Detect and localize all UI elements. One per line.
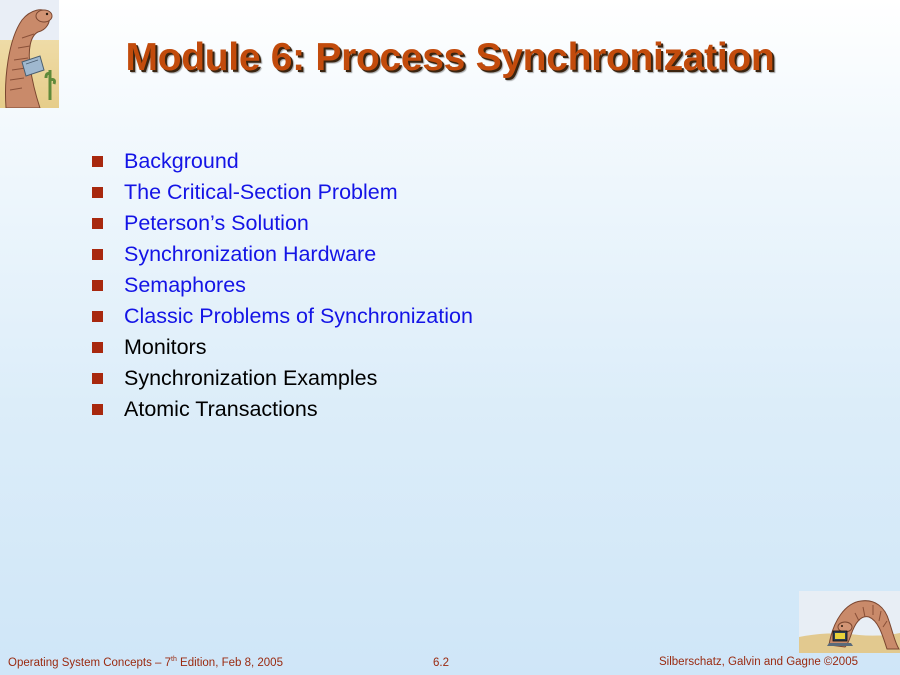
footer-book-title-suffix: Edition, Feb 8, 2005 <box>176 657 283 669</box>
page-number: 6.2 <box>433 657 449 669</box>
square-bullet-icon <box>92 218 103 229</box>
slide-title: Module 6: Process Synchronization <box>125 36 775 79</box>
dinosaur-laptop-icon <box>799 591 900 653</box>
list-item-monitors <box>92 332 473 363</box>
square-bullet-icon <box>92 311 103 322</box>
list-item-petersons-solution[interactable] <box>92 208 473 239</box>
square-bullet-icon <box>92 249 103 260</box>
bullet-text: Synchronization Examples <box>124 366 378 390</box>
bullet-link[interactable]: Classic Problems of Synchronization <box>124 304 473 328</box>
bullet-link[interactable]: Semaphores <box>124 273 246 297</box>
bullet-link[interactable]: Peterson’s Solution <box>124 211 309 235</box>
list-item-critical-section[interactable] <box>92 177 473 208</box>
list-item-semaphores[interactable] <box>92 270 473 301</box>
footer-book-title-prefix: Operating System Concepts – 7 <box>8 657 171 669</box>
bullet-link[interactable]: Background <box>124 149 239 173</box>
topic-list <box>92 146 473 425</box>
square-bullet-icon <box>92 373 103 384</box>
square-bullet-icon <box>92 404 103 415</box>
square-bullet-icon <box>92 187 103 198</box>
bullet-text: Atomic Transactions <box>124 397 318 421</box>
list-item-sync-hardware[interactable] <box>92 239 473 270</box>
square-bullet-icon <box>92 280 103 291</box>
square-bullet-icon <box>92 156 103 167</box>
bullet-link[interactable]: Synchronization Hardware <box>124 242 377 266</box>
list-item-sync-examples <box>92 363 473 394</box>
list-item-atomic-transactions <box>92 394 473 425</box>
footer-book-title <box>8 657 283 669</box>
bullet-text: Monitors <box>124 335 207 359</box>
bullet-link[interactable]: The Critical-Section Problem <box>124 180 398 204</box>
list-item-background[interactable] <box>92 146 473 177</box>
square-bullet-icon <box>92 342 103 353</box>
list-item-classic-problems[interactable] <box>92 301 473 332</box>
footer-copyright: Silberschatz, Galvin and Gagne ©2005 <box>659 656 858 668</box>
footer-edition-suffix: th <box>171 656 177 664</box>
